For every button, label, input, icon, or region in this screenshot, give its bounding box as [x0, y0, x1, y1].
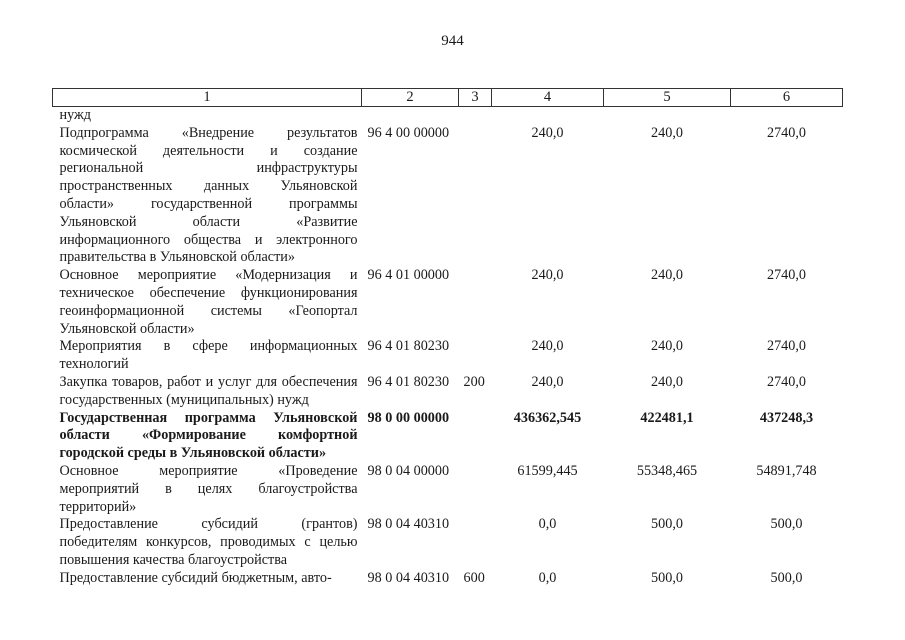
header-col-6: 6: [731, 89, 843, 107]
expense-type: 200: [463, 373, 485, 390]
item-name: Государственная программа Ульяновской области «Формирование комфортной городской среды в Ульяновской области»: [59, 409, 358, 462]
expense-type: [459, 516, 492, 569]
target-code: 98 0 04 00000: [367, 462, 450, 479]
amount-year-2: 500,0: [651, 569, 683, 586]
table-row: [53, 516, 843, 569]
table-body: [53, 107, 843, 588]
table-row: [53, 374, 843, 410]
table-row: [53, 410, 843, 463]
table-row: [53, 125, 843, 267]
amount-year-2: 240,0: [651, 124, 683, 141]
target-code: 96 4 00 00000: [367, 124, 450, 141]
table-row: [53, 570, 843, 588]
item-name: Закупка товаров, работ и услуг для обеспечения государственных (муниципальных) нужд: [59, 373, 358, 408]
expense-type: [459, 463, 492, 516]
amount-year-2: 240,0: [651, 338, 683, 355]
amount-year-3: 437248,3: [759, 409, 814, 426]
item-name: Предоставление субсидий (грантов) победителям конкурсов, проводимых с целью повышения качества благоустройства: [59, 516, 358, 568]
item-name: Предоставление субсидий бюджетным, авто-: [59, 569, 332, 586]
amount-year-1: 240,0: [531, 124, 564, 141]
expense-type: [459, 338, 492, 374]
page-number: 944: [441, 33, 464, 49]
amount-year-2: 240,0: [651, 267, 683, 284]
item-name: Основное мероприятие «Проведение мероприятий в целях благоустройства территорий»: [59, 462, 358, 515]
amount-year-3: 2740,0: [766, 267, 806, 284]
item-name: Подпрограмма «Внедрение результатов космической деятельности и создание региональной инфраструктуры пространственных данных Ульяновской области» государственной программы Ульяновской области «Развитие информационного общества и электронного правительства в Ульяновской области»: [59, 124, 358, 266]
target-code: 96 4 01 80230: [367, 373, 450, 390]
amount-year-3: [731, 107, 843, 125]
table-row: [53, 267, 843, 338]
target-code: 98 0 04 40310: [367, 516, 450, 533]
amount-year-3: 2740,0: [766, 338, 806, 355]
header-col-4: 4: [492, 89, 604, 107]
amount-year-1: 240,0: [531, 338, 564, 355]
amount-year-3: 500,0: [770, 569, 803, 586]
table-row: [53, 463, 843, 516]
expense-type: [459, 410, 492, 463]
amount-year-3: 2740,0: [766, 124, 806, 141]
amount-year-1: 240,0: [531, 267, 564, 284]
target-code: 96 4 01 00000: [367, 267, 450, 284]
amount-year-1: 0,0: [538, 516, 557, 533]
expense-type: [459, 125, 492, 267]
header-col-3: 3: [459, 89, 492, 107]
header-row: [53, 89, 843, 107]
amount-year-2: 55348,465: [636, 462, 698, 479]
amount-year-1: 0,0: [538, 569, 557, 586]
header-col-1: 1: [53, 89, 362, 107]
target-code: 96 4 01 80230: [367, 338, 450, 355]
budget-table: [52, 88, 843, 588]
amount-year-1: 240,0: [531, 373, 564, 390]
amount-year-1: [492, 107, 604, 125]
target-code: [362, 107, 459, 125]
amount-year-3: 500,0: [770, 516, 803, 533]
amount-year-3: 54891,748: [756, 462, 817, 479]
amount-year-2: [604, 107, 731, 125]
amount-year-1: 61599,445: [517, 462, 578, 479]
target-code: 98 0 04 40310: [367, 569, 450, 586]
amount-year-2: 500,0: [651, 516, 683, 533]
item-name: нужд: [59, 107, 92, 123]
expense-type: 600: [463, 569, 485, 586]
item-name: Основное мероприятие «Модернизация и техническое обеспечение функционирования геоинформационной системы «Геопортал Ульяновской области»: [59, 267, 358, 337]
amount-year-2: 240,0: [651, 373, 683, 390]
expense-type: [459, 267, 492, 338]
target-code: 98 0 00 00000: [367, 409, 450, 426]
amount-year-3: 2740,0: [766, 373, 806, 390]
amount-year-2: 422481,1: [640, 409, 694, 426]
header-col-5: 5: [604, 89, 731, 107]
header-col-2: 2: [362, 89, 459, 107]
table-row: [53, 338, 843, 374]
amount-year-1: 436362,545: [513, 409, 582, 426]
expense-type: [459, 107, 492, 125]
table-row: [53, 107, 843, 125]
item-name: Мероприятия в сфере информационных технологий: [59, 338, 358, 373]
